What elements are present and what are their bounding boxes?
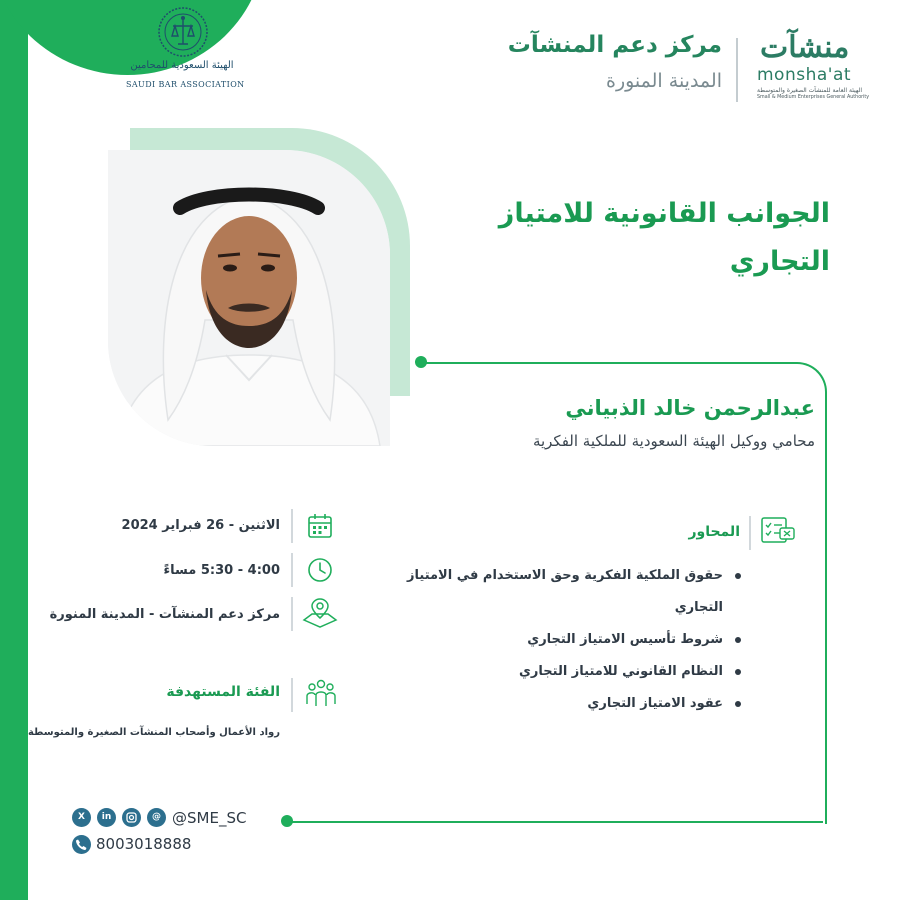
calendar-icon bbox=[306, 512, 334, 540]
topics-title: المحاور bbox=[688, 524, 740, 540]
event-title: الجوانب القانونية للامتياز التجاري bbox=[498, 198, 830, 277]
center-city: المدينة المنورة bbox=[605, 70, 722, 92]
event-location: مركز دعم المنشآت - المدينة المنورة bbox=[49, 607, 280, 622]
event-date: الاثنين - 26 فبراير 2024 bbox=[121, 518, 280, 533]
audience-text: رواد الأعمال وأصحاب المنشآت الصغيرة والمتوسطة bbox=[27, 727, 280, 738]
phone-icon bbox=[72, 835, 91, 854]
header-divider bbox=[736, 38, 738, 102]
audience-group-icon bbox=[304, 676, 338, 710]
topic-item: عقود الامتياز التجاري bbox=[405, 688, 745, 720]
location-map-icon bbox=[302, 596, 338, 628]
instagram-icon[interactable] bbox=[122, 808, 141, 827]
time-divider bbox=[291, 553, 293, 587]
phone-number[interactable]: 8003018888 bbox=[96, 835, 192, 853]
clock-icon bbox=[306, 556, 334, 584]
center-title: مركز دعم المنشآت bbox=[507, 32, 722, 58]
topic-item: النظام القانوني للامتياز التجاري bbox=[405, 656, 745, 688]
bottom-divider-line bbox=[286, 821, 823, 823]
event-time: 4:00 - 5:30 مساءً bbox=[163, 563, 280, 578]
audience-divider bbox=[291, 678, 293, 712]
threads-icon[interactable]: @ bbox=[147, 808, 166, 827]
date-divider bbox=[291, 509, 293, 543]
social-handle[interactable]: @SME_SC bbox=[172, 809, 247, 827]
x-icon[interactable]: X bbox=[72, 808, 91, 827]
topics-divider bbox=[749, 516, 751, 550]
monshaat-logo-arabic: منشآت bbox=[760, 30, 850, 65]
speaker-name: عبدالرحمن خالد الذبياني bbox=[565, 396, 815, 420]
topic-item: حقوق الملكية الفكرية وحق الاستخدام في الامتياز التجاري bbox=[405, 560, 745, 624]
audience-title: الفئة المستهدفة bbox=[166, 684, 280, 700]
speaker-photo bbox=[108, 150, 390, 446]
location-divider bbox=[291, 597, 293, 631]
topics-checklist-icon bbox=[760, 514, 796, 548]
topics-list bbox=[405, 560, 745, 720]
monshaat-subtitle-arabic: الهيئة العامة للمنشآت الصغيرة والمتوسطة bbox=[757, 87, 863, 94]
bar-association-name-arabic: الهيئة السعودية للمحامين bbox=[130, 60, 234, 71]
linkedin-icon[interactable]: in bbox=[97, 808, 116, 827]
monshaat-subtitle-english: Small & Medium Enterprises General Authority bbox=[757, 95, 870, 100]
left-accent-band bbox=[0, 0, 28, 900]
bottom-line-dot bbox=[281, 815, 293, 827]
bar-association-emblem-icon bbox=[157, 6, 209, 58]
frame-dot bbox=[415, 356, 427, 368]
bar-association-name-english: SAUDI BAR ASSOCIATION bbox=[126, 80, 245, 89]
speaker-role: محامي ووكيل الهيئة السعودية للملكية الفكرية bbox=[532, 432, 815, 450]
monshaat-logo-english: monsha'at bbox=[757, 65, 852, 85]
topic-item: شروط تأسيس الامتياز التجاري bbox=[405, 624, 745, 656]
